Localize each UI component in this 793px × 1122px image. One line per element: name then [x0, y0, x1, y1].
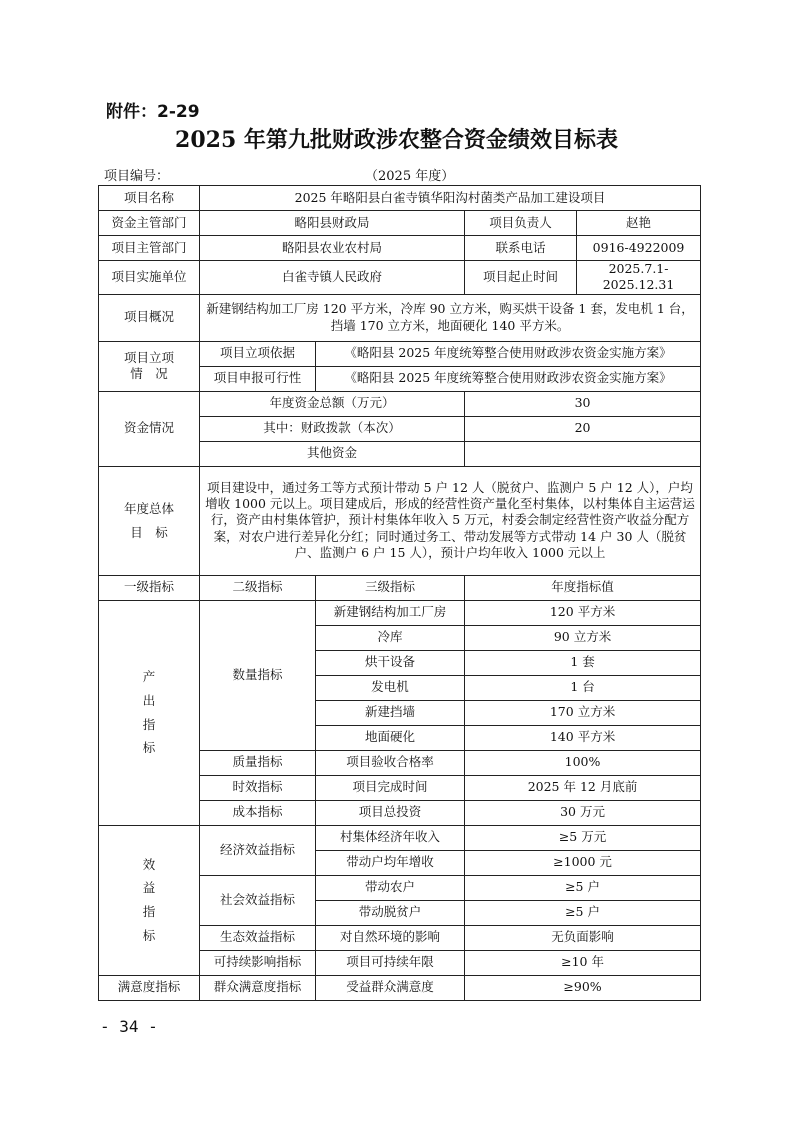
total-fund-label: 年度资金总额（万元） [200, 391, 465, 416]
header-target-value: 年度指标值 [465, 575, 701, 600]
timeliness-indicator-label: 时效指标 [200, 775, 316, 800]
indicator-value: 2025 年 12 月底前 [465, 775, 701, 800]
implementer-label: 项目实施单位 [99, 261, 200, 295]
public-satisfaction-label: 群众满意度指标 [200, 975, 316, 1000]
table-row [99, 261, 701, 295]
phone-label: 联系电话 [465, 236, 577, 261]
annual-goal-label-line-1: 年度总体 [123, 500, 174, 516]
cost-indicator-label: 成本指标 [200, 800, 316, 825]
leader-label: 项目负责人 [465, 211, 577, 236]
indicator-name: 对自然环境的影响 [316, 925, 465, 950]
indicator-value: 30 万元 [465, 800, 701, 825]
approval-basis-label: 项目立项依据 [200, 341, 316, 366]
indicator-name: 带动户均年增收 [316, 850, 465, 875]
implementer: 白雀寺镇人民政府 [200, 261, 465, 295]
indicator-value: 1 套 [465, 650, 701, 675]
indicator-name: 受益群众满意度 [316, 975, 465, 1000]
table-row [99, 211, 701, 236]
table-row [99, 294, 701, 341]
output-char: 出 [142, 692, 156, 708]
project-number-label: 项目编号： [104, 169, 170, 184]
indicator-name: 地面硬化 [316, 725, 465, 750]
table-row [99, 600, 701, 625]
table-row [99, 575, 701, 600]
fund-dept: 略阳县财政局 [200, 211, 465, 236]
indicator-name: 项目完成时间 [316, 775, 465, 800]
annual-goal-label-line-2: 目 标 [130, 524, 168, 540]
indicator-name: 发电机 [316, 675, 465, 700]
header-level-2: 二级指标 [200, 575, 316, 600]
feasibility-label: 项目申报可行性 [200, 366, 316, 391]
feasibility: 《略阳县 2025 年度统筹整合使用财政涉农资金实施方案》 [316, 366, 701, 391]
indicator-value: ≥90% [465, 975, 701, 1000]
indicator-value: ≥5 户 [465, 875, 701, 900]
table-row [99, 341, 701, 366]
quality-indicator-label: 质量指标 [200, 750, 316, 775]
approval-basis: 《略阳县 2025 年度统筹整合使用财政涉农资金实施方案》 [316, 341, 701, 366]
header-level-1: 一级指标 [99, 575, 200, 600]
funds-label: 资金情况 [99, 391, 200, 466]
fiscal-year: （2025 年度） [365, 169, 455, 184]
overview: 新建钢结构加工厂房 120 平方米，冷库 90 立方米，购买烘干设备 1 套，发电机 1 台，挡墙 170 立方米，地面硬化 140 平方米。 [200, 294, 701, 341]
indicator-name: 新建钢结构加工厂房 [316, 600, 465, 625]
total-fund: 30 [465, 391, 701, 416]
fund-dept-label: 资金主管部门 [99, 211, 200, 236]
social-indicator-label: 社会效益指标 [200, 875, 316, 925]
indicator-value: ≥1000 元 [465, 850, 701, 875]
period: 2025.7.1-2025.12.31 [577, 261, 701, 295]
other-fund [465, 441, 701, 466]
sustainable-indicator-label: 可持续影响指标 [200, 950, 316, 975]
indicator-name: 带动农户 [316, 875, 465, 900]
table-row [99, 825, 701, 850]
approval-label-line-1: 项目立项 [123, 349, 174, 365]
economic-indicator-label: 经济效益指标 [200, 825, 316, 875]
period-label: 项目起止时间 [465, 261, 577, 295]
indicator-name: 项目总投资 [316, 800, 465, 825]
annual-goal-label [99, 466, 200, 575]
indicator-value: 无负面影响 [465, 925, 701, 950]
document-title: 2025 年第九批财政涉农整合资金绩效目标表 [175, 127, 618, 153]
indicator-name: 带动脱贫户 [316, 900, 465, 925]
overview-label: 项目概况 [99, 294, 200, 341]
annual-goal: 项目建设中，通过务工等方式预计带动 5 户 12 人（脱贫户、监测户 5 户 12 人），户均增收 1000 元以上。项目建成后，形成的经营性资产量化至村集体，以村集体自主运营运行，资产由村集体管护，预计村集体年收入 5 万元，村委会制定经营性资产收益分配方案，对农户进行差异化分红；同时通过务工、带动发展等方式带动 14 户 30 人（脱贫户、监测户 6 户 15 人），预计户均年收入 1000 元以上 [200, 466, 701, 575]
benefit-char: 益 [142, 880, 156, 896]
ecological-indicator-label: 生态效益指标 [200, 925, 316, 950]
output-char: 标 [142, 740, 156, 756]
table-row [99, 186, 701, 211]
indicator-name: 烘干设备 [316, 650, 465, 675]
indicator-value: 140 平方米 [465, 725, 701, 750]
phone: 0916-4922009 [577, 236, 701, 261]
indicator-value: 1 台 [465, 675, 701, 700]
indicator-value: ≥5 万元 [465, 825, 701, 850]
header-level-3: 三级指标 [316, 575, 465, 600]
output-char: 指 [142, 716, 156, 732]
fiscal-fund-label: 其中：财政拨款（本次） [200, 416, 465, 441]
project-name: 2025 年略阳县白雀寺镇华阳沟村菌类产品加工建设项目 [200, 186, 701, 211]
indicator-value: 170 立方米 [465, 700, 701, 725]
indicator-value: 90 立方米 [465, 625, 701, 650]
table-row [99, 466, 701, 575]
table-row [99, 391, 701, 416]
satisfaction-indicator-label: 满意度指标 [99, 975, 200, 1000]
attachment-number: 附件：2-29 [106, 102, 200, 122]
table-row [99, 236, 701, 261]
indicator-name: 项目验收合格率 [316, 750, 465, 775]
page-number: - 34 - [100, 1017, 158, 1036]
table-row [99, 975, 701, 1000]
output-char: 产 [142, 669, 156, 684]
benefit-indicator-label [99, 825, 200, 975]
leader: 赵艳 [577, 211, 701, 236]
quantity-indicator-label: 数量指标 [200, 600, 316, 750]
fiscal-fund: 20 [465, 416, 701, 441]
benefit-char: 标 [142, 927, 156, 943]
indicator-value: ≥5 户 [465, 900, 701, 925]
indicator-name: 项目可持续年限 [316, 950, 465, 975]
performance-target-table [98, 185, 701, 1001]
project-dept-label: 项目主管部门 [99, 236, 200, 261]
approval-label-line-2: 情 况 [130, 366, 168, 381]
indicator-value: 100% [465, 750, 701, 775]
project-dept: 略阳县农业农村局 [200, 236, 465, 261]
indicator-value: 120 平方米 [465, 600, 701, 625]
benefit-char: 指 [142, 904, 156, 919]
approval-label [99, 341, 200, 391]
indicator-name: 村集体经济年收入 [316, 825, 465, 850]
output-indicator-label [99, 600, 200, 825]
benefit-char: 效 [142, 856, 156, 872]
other-fund-label: 其他资金 [200, 441, 465, 466]
indicator-name: 新建挡墙 [316, 700, 465, 725]
indicator-name: 冷库 [316, 625, 465, 650]
project-name-label: 项目名称 [99, 186, 200, 211]
indicator-value: ≥10 年 [465, 950, 701, 975]
